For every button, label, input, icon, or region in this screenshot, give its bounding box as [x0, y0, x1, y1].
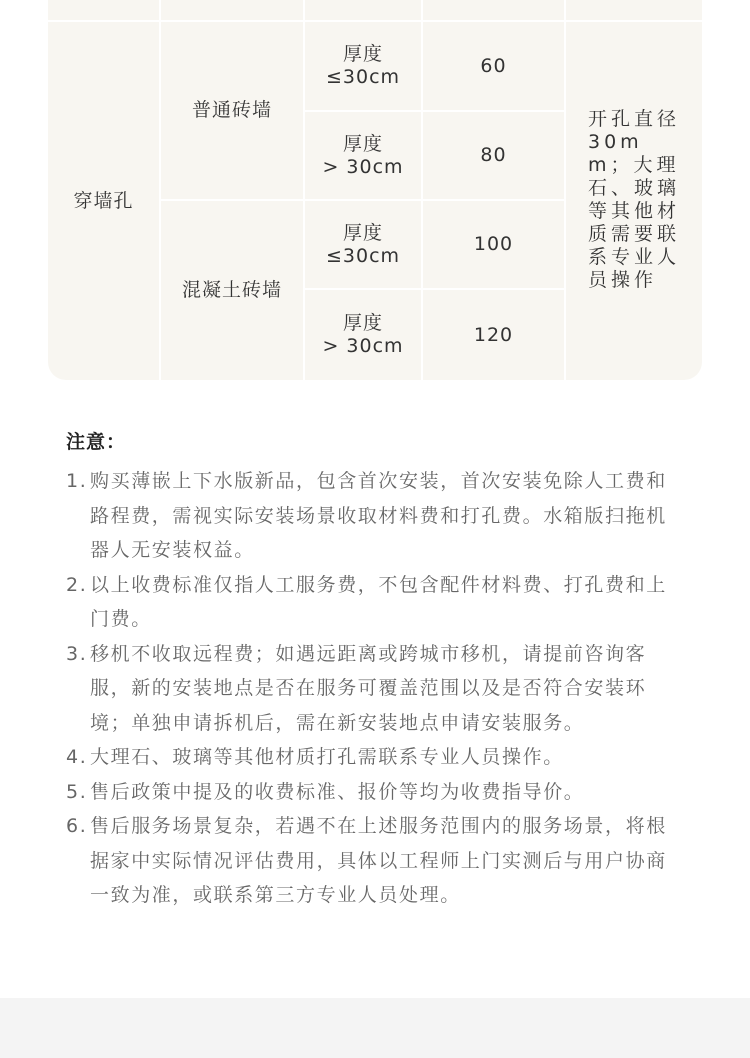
thickness-cell: 厚度 > 30cm — [322, 132, 404, 178]
note-number: 2. — [66, 573, 88, 596]
remark-cell: 开孔直径30mm；大理石、玻璃等其他材质需要联系专业人员操作 — [588, 108, 681, 291]
note-number: 4. — [66, 746, 88, 768]
note-item — [66, 637, 686, 741]
note-item — [66, 464, 686, 568]
grid-vline-4 — [564, 0, 566, 380]
pricing-table — [48, 0, 702, 380]
wall-type-cell: 混凝土砖墙 — [181, 279, 282, 301]
notes-section — [66, 428, 686, 913]
note-item — [66, 775, 686, 810]
note-number: 3. — [66, 642, 88, 665]
note-text: 售后政策中提及的收费标准、报价等均为收费指导价。 — [90, 780, 585, 803]
note-item — [66, 568, 686, 637]
thickness-cell: 厚度 ≤30cm — [325, 43, 401, 88]
note-item — [66, 809, 686, 913]
notes-title: 注意： — [66, 431, 127, 453]
note-number: 1. — [66, 470, 88, 492]
note-text: 以上收费标准仅指人工服务费，不包含配件材料费、打孔费和上门费。 — [90, 573, 667, 630]
footer-band — [0, 998, 750, 1058]
thickness-cell: 厚度 ≤30cm — [325, 221, 401, 267]
note-text: 购买薄嵌上下水版新品，包含首次安装，首次安装免除人工费和路程费，需视实际安装场景收取材料费和打孔费。水箱版扫拖机器人无安装权益。 — [90, 470, 667, 561]
price-cell: 100 — [473, 233, 514, 255]
wall-type-cell: 普通砖墙 — [191, 99, 272, 121]
note-text: 大理石、玻璃等其他材质打孔需联系专业人员操作。 — [90, 746, 564, 768]
price-cell: 60 — [480, 54, 507, 77]
thickness-cell: 厚度 > 30cm — [322, 312, 404, 357]
price-cell: 120 — [473, 323, 514, 346]
price-cell: 80 — [480, 144, 507, 166]
note-number: 6. — [66, 815, 88, 837]
note-text: 移机不收取远程费；如遇远距离或跨城市移机，请提前咨询客服，新的安装地点是否在服务可覆盖范围以及是否符合安装环境；单独申请拆机后，需在新安装地点申请安装服务。 — [90, 642, 647, 734]
note-text: 售后服务场景复杂，若遇不在上述服务范围内的服务场景，将根据家中实际情况评估费用，具体以工程师上门实测后与用户协商一致为准，或联系第三方专业人员处理。 — [90, 815, 667, 906]
note-item — [66, 740, 686, 775]
category-cell: 穿墙孔 — [73, 189, 134, 212]
note-number: 5. — [66, 780, 88, 803]
